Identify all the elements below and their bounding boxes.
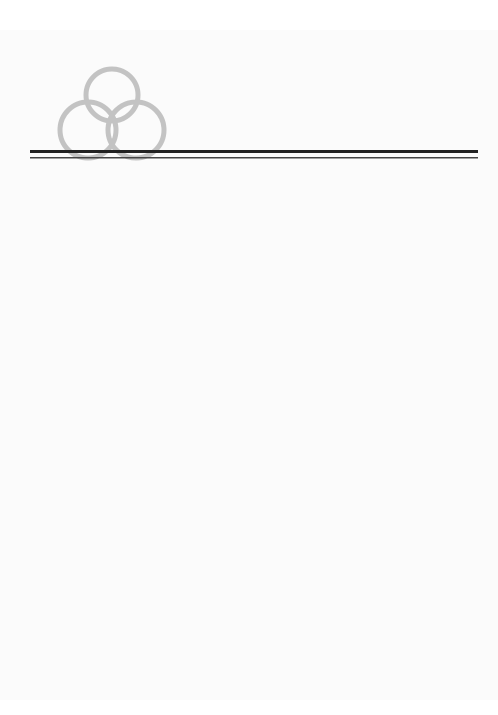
footer-strip	[0, 701, 498, 715]
